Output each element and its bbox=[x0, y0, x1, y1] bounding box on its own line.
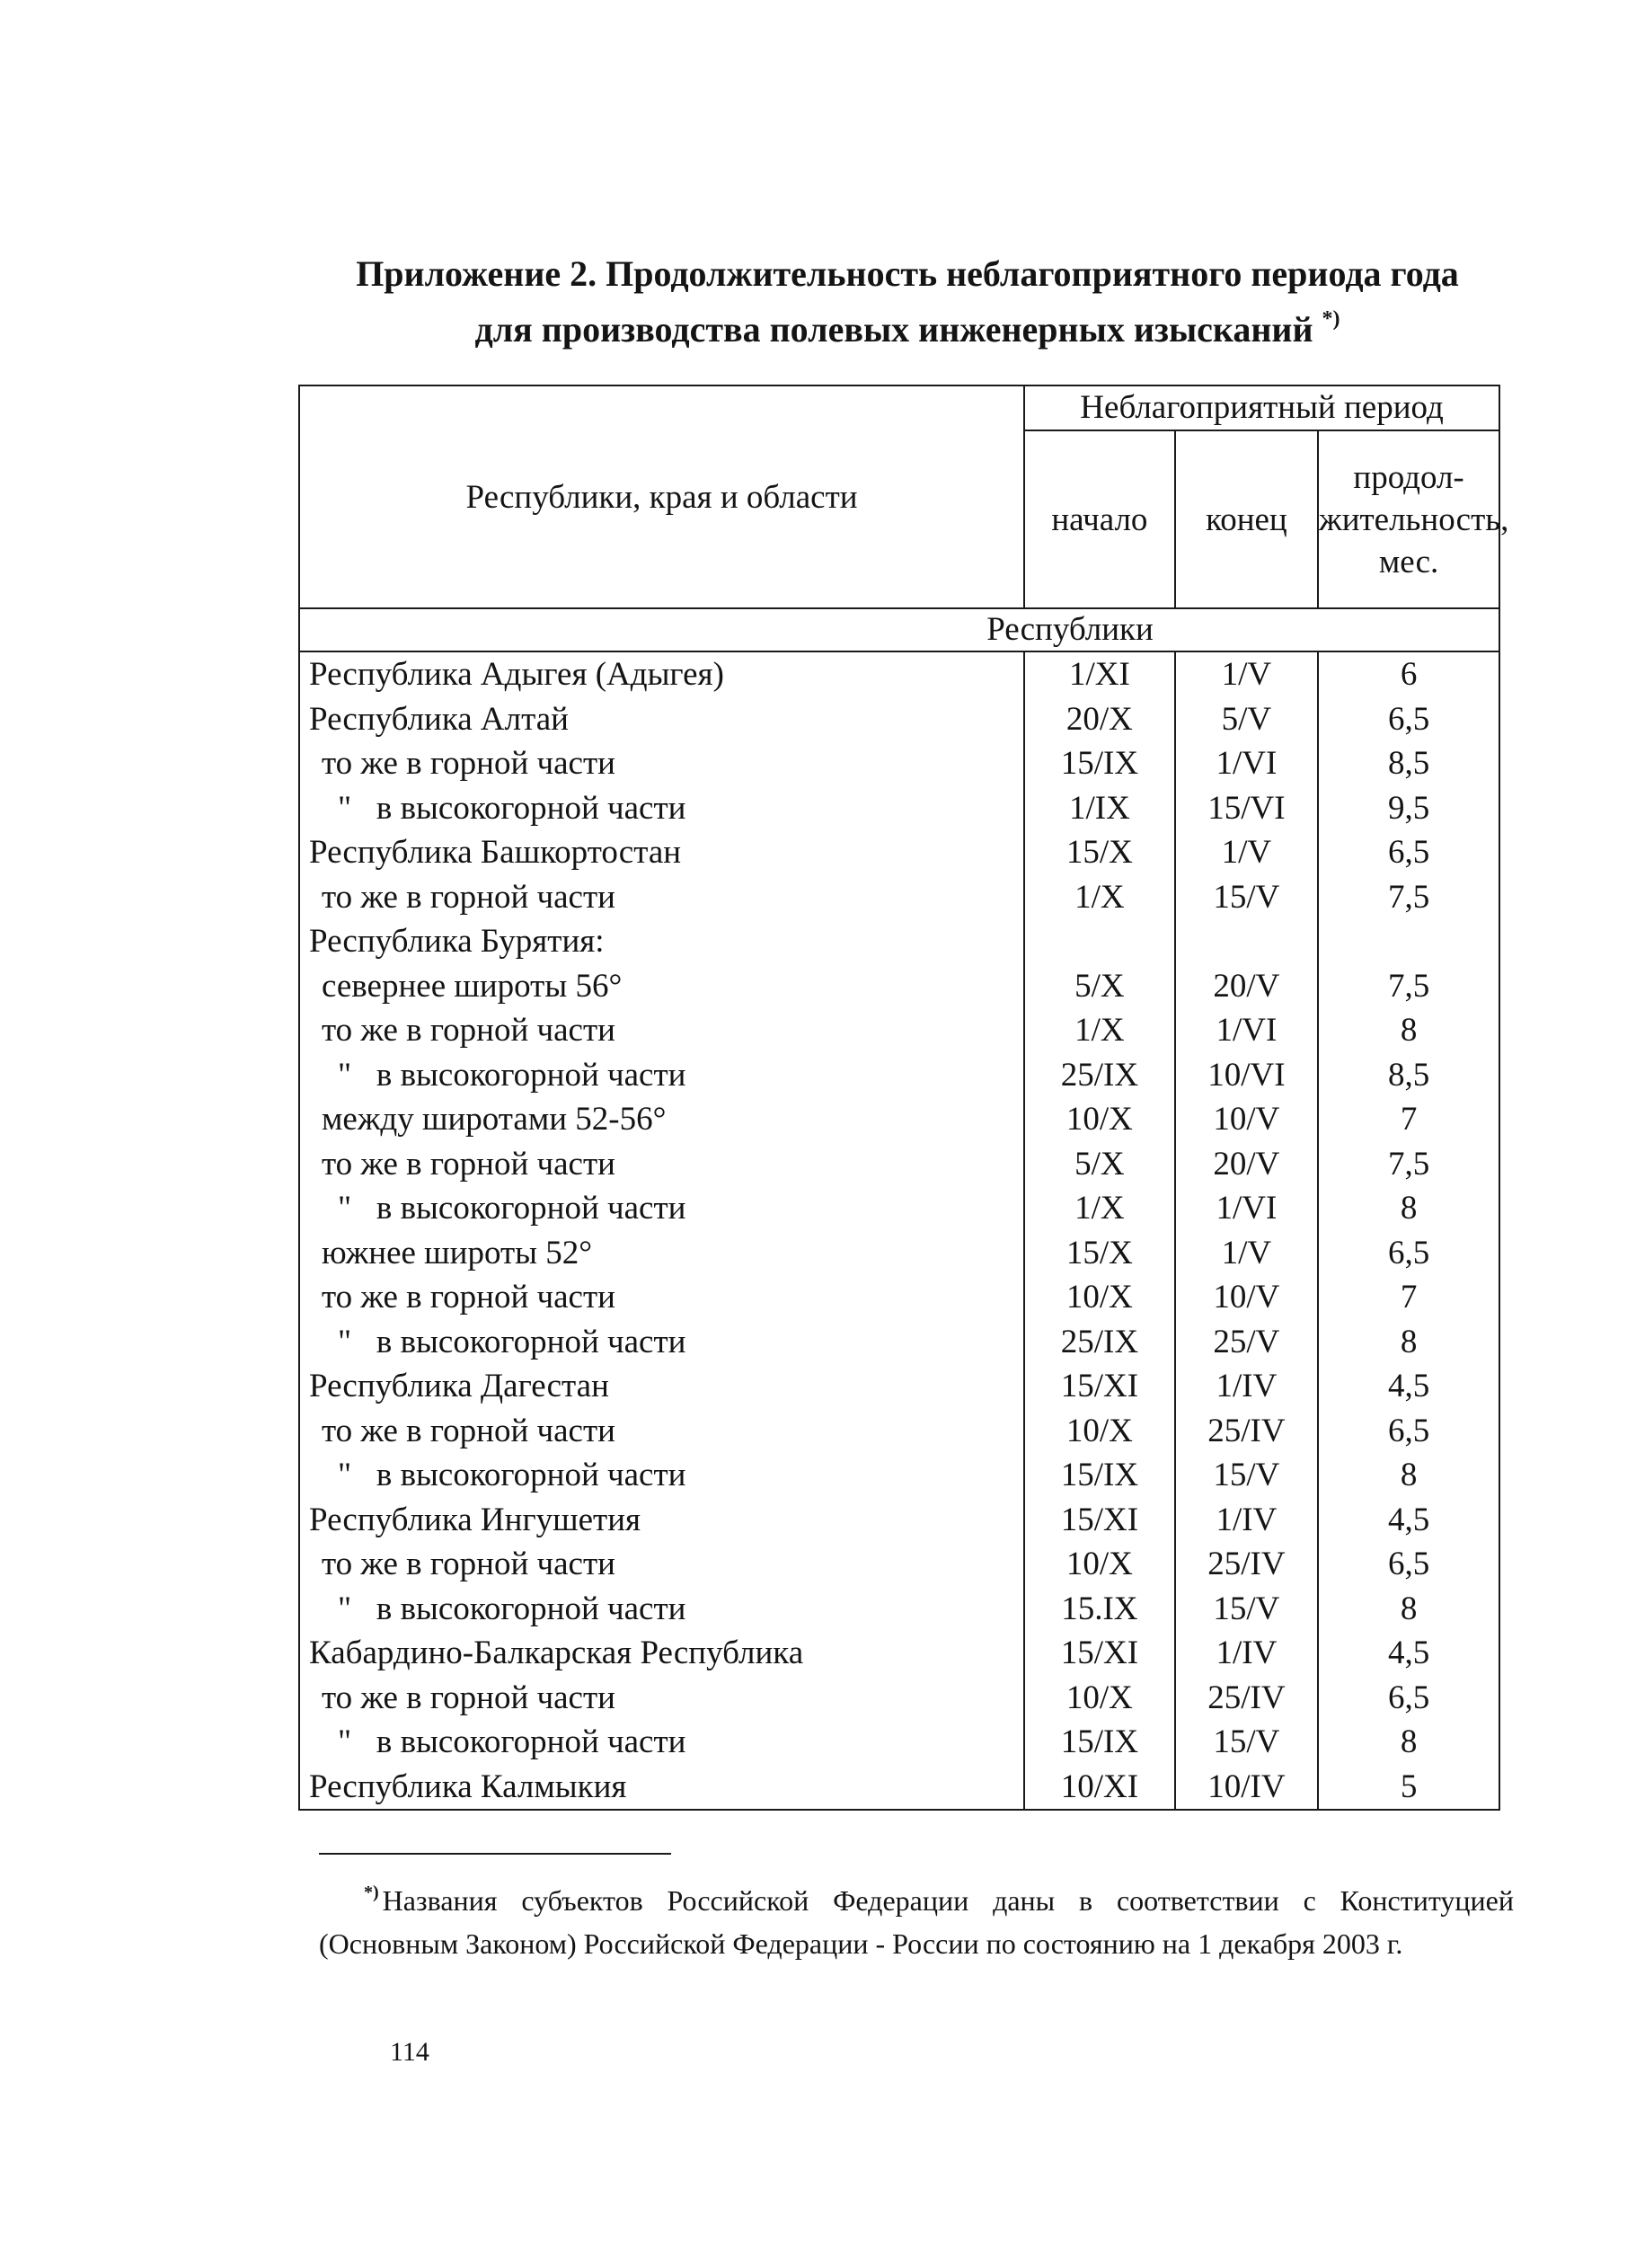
period-table bbox=[298, 385, 1509, 1811]
start-cell: 1/X bbox=[1024, 1186, 1175, 1231]
duration-cell: 9,5 bbox=[1318, 786, 1499, 831]
table-row bbox=[299, 1186, 1499, 1231]
region-name-cell: севернее широты 56° bbox=[299, 964, 1024, 1009]
title-line-2: для производства полевых инженерных изысканий bbox=[474, 309, 1313, 350]
duration-cell: 8 bbox=[1318, 1453, 1499, 1498]
footnote bbox=[319, 1871, 1514, 1965]
duration-cell: 8,5 bbox=[1318, 1053, 1499, 1098]
footnote-mark: *) bbox=[364, 1883, 379, 1902]
end-cell: 1/IV bbox=[1175, 1498, 1318, 1543]
duration-cell: 6,5 bbox=[1318, 1676, 1499, 1721]
table-row bbox=[299, 1676, 1499, 1721]
start-cell: 15/XI bbox=[1024, 1631, 1175, 1676]
start-cell: 10/XI bbox=[1024, 1765, 1175, 1811]
section-label-cell bbox=[299, 608, 1499, 651]
start-cell bbox=[1024, 919, 1175, 964]
duration-cell: 6,5 bbox=[1318, 1409, 1499, 1454]
region-name-cell: то же в горной части bbox=[299, 1542, 1024, 1587]
section-label: Республики bbox=[986, 611, 1154, 648]
table-row bbox=[299, 919, 1499, 964]
region-name-cell: " в высокогорной части bbox=[299, 1453, 1024, 1498]
duration-cell: 6,5 bbox=[1318, 830, 1499, 875]
start-cell: 15/XI bbox=[1024, 1364, 1175, 1409]
duration-cell: 7 bbox=[1318, 1275, 1499, 1320]
table-row bbox=[299, 1453, 1499, 1498]
start-cell: 10/X bbox=[1024, 1409, 1175, 1454]
duration-cell: 8 bbox=[1318, 1008, 1499, 1053]
duration-cell bbox=[1318, 919, 1499, 964]
end-cell: 15/V bbox=[1175, 875, 1318, 920]
region-name-cell: то же в горной части bbox=[299, 1409, 1024, 1454]
section-row bbox=[299, 608, 1499, 651]
header-period-group: Неблагоприятный период bbox=[1024, 385, 1499, 430]
start-cell: 1/XI bbox=[1024, 651, 1175, 697]
end-cell: 25/V bbox=[1175, 1320, 1318, 1365]
region-name-cell: Кабардино-Балкарская Республика bbox=[299, 1631, 1024, 1676]
page-number: 114 bbox=[390, 2037, 429, 2067]
start-cell: 1/X bbox=[1024, 1008, 1175, 1053]
table-row bbox=[299, 875, 1499, 920]
table-row bbox=[299, 1765, 1499, 1811]
region-name-cell: Республика Дагестан bbox=[299, 1364, 1024, 1409]
duration-cell: 4,5 bbox=[1318, 1498, 1499, 1543]
region-name-cell: Республика Алтай bbox=[299, 697, 1024, 742]
end-cell: 10/V bbox=[1175, 1097, 1318, 1142]
table-row bbox=[299, 1320, 1499, 1365]
table-row bbox=[299, 1587, 1499, 1632]
start-cell: 15/IX bbox=[1024, 1720, 1175, 1765]
table-row bbox=[299, 1364, 1499, 1409]
region-name-cell: то же в горной части bbox=[299, 875, 1024, 920]
region-name-cell: то же в горной части bbox=[299, 1142, 1024, 1187]
region-name-cell: " в высокогорной части bbox=[299, 1587, 1024, 1632]
duration-cell: 8 bbox=[1318, 1587, 1499, 1632]
table-row bbox=[299, 1231, 1499, 1276]
start-cell: 15/XI bbox=[1024, 1498, 1175, 1543]
end-cell: 1/V bbox=[1175, 651, 1318, 697]
duration-cell: 8 bbox=[1318, 1186, 1499, 1231]
end-cell: 5/V bbox=[1175, 697, 1318, 742]
end-cell: 15/V bbox=[1175, 1587, 1318, 1632]
region-name-cell: " в высокогорной части bbox=[299, 1053, 1024, 1098]
end-cell: 1/VI bbox=[1175, 741, 1318, 786]
end-cell: 20/V bbox=[1175, 964, 1318, 1009]
region-name-cell: " в высокогорной части bbox=[299, 786, 1024, 831]
region-name-cell: Республика Ингушетия bbox=[299, 1498, 1024, 1543]
duration-cell: 4,5 bbox=[1318, 1631, 1499, 1676]
start-cell: 15/IX bbox=[1024, 741, 1175, 786]
start-cell: 25/IX bbox=[1024, 1320, 1175, 1365]
start-cell: 10/X bbox=[1024, 1542, 1175, 1587]
end-cell: 25/IV bbox=[1175, 1676, 1318, 1721]
start-cell: 10/X bbox=[1024, 1097, 1175, 1142]
duration-cell: 8 bbox=[1318, 1320, 1499, 1365]
start-cell: 10/X bbox=[1024, 1676, 1175, 1721]
duration-cell: 5 bbox=[1318, 1765, 1499, 1811]
table-row bbox=[299, 1008, 1499, 1053]
duration-cell: 7,5 bbox=[1318, 1142, 1499, 1187]
table-row bbox=[299, 697, 1499, 742]
header-end: конец bbox=[1175, 430, 1318, 608]
end-cell: 1/V bbox=[1175, 830, 1318, 875]
start-cell: 15/X bbox=[1024, 1231, 1175, 1276]
region-name-cell: " в высокогорной части bbox=[299, 1320, 1024, 1365]
table-row bbox=[299, 1498, 1499, 1543]
end-cell: 15/VI bbox=[1175, 786, 1318, 831]
table-row bbox=[299, 741, 1499, 786]
end-cell: 15/V bbox=[1175, 1453, 1318, 1498]
start-cell: 1/X bbox=[1024, 875, 1175, 920]
start-cell: 10/X bbox=[1024, 1275, 1175, 1320]
table-row bbox=[299, 964, 1499, 1009]
duration-cell: 6,5 bbox=[1318, 1231, 1499, 1276]
start-cell: 1/IX bbox=[1024, 786, 1175, 831]
table-row bbox=[299, 1720, 1499, 1765]
end-cell: 10/V bbox=[1175, 1275, 1318, 1320]
start-cell: 20/X bbox=[1024, 697, 1175, 742]
region-name-cell: " в высокогорной части bbox=[299, 1186, 1024, 1231]
region-name-cell: то же в горной части bbox=[299, 1676, 1024, 1721]
end-cell: 10/VI bbox=[1175, 1053, 1318, 1098]
duration-cell: 8,5 bbox=[1318, 741, 1499, 786]
page-title bbox=[305, 252, 1509, 352]
table-row bbox=[299, 1409, 1499, 1454]
table-row bbox=[299, 1542, 1499, 1587]
end-cell: 1/V bbox=[1175, 1231, 1318, 1276]
table-row bbox=[299, 786, 1499, 831]
end-cell: 1/VI bbox=[1175, 1186, 1318, 1231]
end-cell bbox=[1175, 919, 1318, 964]
table-row bbox=[299, 1053, 1499, 1098]
region-name-cell: то же в горной части bbox=[299, 741, 1024, 786]
end-cell: 1/VI bbox=[1175, 1008, 1318, 1053]
start-cell: 15/IX bbox=[1024, 1453, 1175, 1498]
table-row bbox=[299, 1142, 1499, 1187]
region-name-cell: Республика Калмыкия bbox=[299, 1765, 1024, 1811]
header-start: начало bbox=[1024, 430, 1175, 608]
header-regions: Республики, края и области bbox=[299, 385, 1024, 608]
duration-cell: 7 bbox=[1318, 1097, 1499, 1142]
duration-cell: 8 bbox=[1318, 1720, 1499, 1765]
region-name-cell: Республика Башкортостан bbox=[299, 830, 1024, 875]
title-footnote-mark: *) bbox=[1322, 307, 1340, 331]
region-name-cell: " в высокогорной части bbox=[299, 1720, 1024, 1765]
start-cell: 5/X bbox=[1024, 1142, 1175, 1187]
end-cell: 1/IV bbox=[1175, 1364, 1318, 1409]
region-name-cell: Республика Бурятия: bbox=[299, 919, 1024, 964]
end-cell: 20/V bbox=[1175, 1142, 1318, 1187]
duration-cell: 6 bbox=[1318, 651, 1499, 697]
region-name-cell: Республика Адыгея (Адыгея) bbox=[299, 651, 1024, 697]
region-name-cell: между широтами 52-56° bbox=[299, 1097, 1024, 1142]
table-row bbox=[299, 830, 1499, 875]
duration-cell: 4,5 bbox=[1318, 1364, 1499, 1409]
region-name-cell: то же в горной части bbox=[299, 1275, 1024, 1320]
table-row bbox=[299, 651, 1499, 697]
duration-cell: 7,5 bbox=[1318, 964, 1499, 1009]
start-cell: 5/X bbox=[1024, 964, 1175, 1009]
title-line-1: Приложение 2. Продолжительность неблагоприятного периода года bbox=[356, 253, 1459, 294]
footnote-divider bbox=[319, 1853, 671, 1855]
table-row bbox=[299, 1097, 1499, 1142]
duration-cell: 6,5 bbox=[1318, 697, 1499, 742]
start-cell: 25/IX bbox=[1024, 1053, 1175, 1098]
start-cell: 15/X bbox=[1024, 830, 1175, 875]
end-cell: 25/IV bbox=[1175, 1542, 1318, 1587]
region-name-cell: южнее широты 52° bbox=[299, 1231, 1024, 1276]
start-cell: 15.IX bbox=[1024, 1587, 1175, 1632]
end-cell: 1/IV bbox=[1175, 1631, 1318, 1676]
footnote-text: Названия субъектов Российской Федерации даны в соответствии с Конституцией (Основным Законом) Российской Федерации - России по состоянию на 1 декабря 2003 г. bbox=[319, 1884, 1514, 1960]
end-cell: 10/IV bbox=[1175, 1765, 1318, 1811]
end-cell: 15/V bbox=[1175, 1720, 1318, 1765]
table-row bbox=[299, 1275, 1499, 1320]
end-cell: 25/IV bbox=[1175, 1409, 1318, 1454]
header-duration: продол-жительность, мес. bbox=[1318, 430, 1499, 608]
region-name-cell: то же в горной части bbox=[299, 1008, 1024, 1053]
duration-cell: 6,5 bbox=[1318, 1542, 1499, 1587]
duration-cell: 7,5 bbox=[1318, 875, 1499, 920]
table-row bbox=[299, 1631, 1499, 1676]
